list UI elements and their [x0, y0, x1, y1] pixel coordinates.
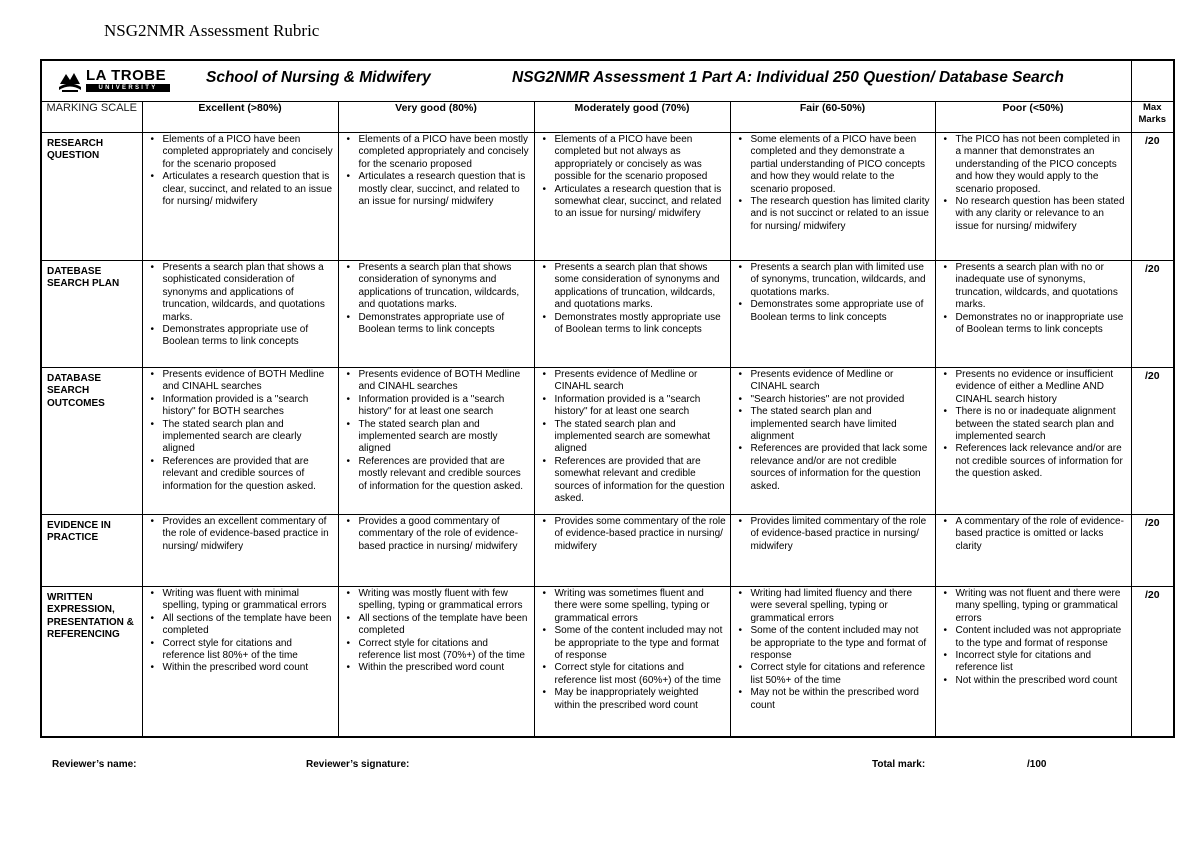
- descriptor-list: [149, 262, 335, 349]
- descriptor-item: • Presents evidence of BOTH Medline and CINAHL searches: [149, 369, 335, 394]
- descriptor-list: [345, 369, 531, 493]
- descriptor-cell: [338, 261, 534, 368]
- descriptor-item: • Correct style for citations and reference list most (70%+) of the time: [345, 638, 531, 663]
- max-marks-label: Max Marks: [1138, 102, 1166, 125]
- descriptor-item: • There is no or inadequate alignment between the stated search plan and implemented search: [942, 406, 1128, 443]
- descriptor-list: [737, 588, 932, 712]
- descriptor-cell: [338, 368, 534, 515]
- descriptor-cell: [935, 515, 1131, 587]
- criterion-label: DATEBASE SEARCH PLAN: [41, 261, 142, 368]
- descriptor-item: • Demonstrates appropriate use of Boolean terms to link concepts: [345, 312, 531, 337]
- descriptor-list: [541, 134, 727, 221]
- level-poor: [935, 102, 1131, 133]
- descriptor-item: • Presents a search plan that shows some consideration of synonyms and applications of truncation, wildcards, and quotations marks.: [541, 262, 727, 312]
- descriptor-cell: [730, 587, 935, 737]
- descriptor-item: • The stated search plan and implemented search are somewhat aligned: [541, 419, 727, 456]
- descriptor-item: • May be inappropriately weighted within the prescribed word count: [541, 687, 727, 712]
- total-mark-label: Total mark:: [872, 759, 926, 770]
- max-mark-value: /20: [1131, 261, 1174, 368]
- level-excellent: [142, 102, 338, 133]
- level-label: Fair (60-50%): [799, 102, 866, 114]
- criterion-label: WRITTEN EXPRESSION, PRESENTATION & REFERENCING: [41, 587, 142, 737]
- max-marks-header: [1131, 102, 1174, 133]
- descriptor-item: • References are provided that are relevant and credible sources of information for the question asked.: [149, 456, 335, 493]
- level-label: Poor (<50%): [1002, 102, 1064, 114]
- document-title: NSG2NMR Assessment Rubric: [104, 21, 320, 40]
- descriptor-cell: [534, 515, 730, 587]
- descriptor-item: • Presents evidence of Medline or CINAHL search: [737, 369, 932, 394]
- descriptor-item: • Elements of a PICO have been mostly completed appropriately and concisely for the scenario proposed: [345, 134, 531, 171]
- descriptor-item: • Provides a good commentary of commentary of the role of evidence-based practice in nursing/ midwifery: [345, 516, 531, 553]
- descriptor-item: • Writing was sometimes fluent and there were some spelling, typing or grammatical errors: [541, 588, 727, 625]
- descriptor-cell: [935, 133, 1131, 261]
- descriptor-list: [149, 134, 335, 208]
- criterion-row-search-outcomes: [41, 368, 1174, 515]
- criterion-row-research-question: [41, 133, 1174, 261]
- descriptor-item: • Some of the content included may not be appropriate to the type and format of response: [737, 625, 932, 662]
- descriptor-list: [942, 588, 1128, 687]
- descriptor-list: [737, 369, 932, 493]
- descriptor-item: • Writing was mostly fluent with few spelling, typing or grammatical errors: [345, 588, 531, 613]
- marking-scale-label-cell: [41, 102, 142, 133]
- descriptor-item: • Correct style for citations and reference list 50%+ of the time: [737, 662, 932, 687]
- level-label: Excellent (>80%): [198, 102, 282, 114]
- descriptor-item: • Provides limited commentary of the role of evidence-based practice in nursing/ midwifery: [737, 516, 932, 553]
- descriptor-item: • Demonstrates mostly appropriate use of Boolean terms to link concepts: [541, 312, 727, 337]
- max-mark-value: /20: [1131, 515, 1174, 587]
- descriptor-item: • Presents a search plan that shows consideration of synonyms and applications of truncation, wildcards, and quotations marks.: [345, 262, 531, 312]
- descriptor-item: • Some elements of a PICO have been completed and they demonstrate a partial understanding of PICO concepts and how they would relate to the scenario proposed.: [737, 134, 932, 196]
- descriptor-item: • Correct style for citations and reference list 80%+ of the time: [149, 638, 335, 663]
- descriptor-cell: [338, 133, 534, 261]
- descriptor-list: [942, 262, 1128, 336]
- descriptor-item: • References lack relevance and/or are not credible sources of information for the question asked.: [942, 443, 1128, 480]
- rubric-table: [40, 59, 1175, 738]
- descriptor-item: • Presents no evidence or insufficient evidence of either a Medline AND CINAHL search history: [942, 369, 1128, 406]
- descriptor-cell: [534, 261, 730, 368]
- descriptor-item: • The stated search plan and implemented search are clearly aligned: [149, 419, 335, 456]
- descriptor-item: • The research question has limited clarity and is not succinct or related to an issue for nursing/ midwifery: [737, 196, 932, 233]
- descriptor-cell: [730, 133, 935, 261]
- descriptor-item: • References are provided that are somewhat relevant and credible sources of information for the question asked.: [541, 456, 727, 506]
- descriptor-cell: [142, 133, 338, 261]
- criterion-row-written-expression: [41, 587, 1174, 737]
- descriptor-item: • Not within the prescribed word count: [942, 675, 1128, 687]
- level-label: Moderately good (70%): [574, 102, 690, 114]
- descriptor-item: • Some of the content included may not be appropriate to the type and format of response: [541, 625, 727, 662]
- descriptor-list: [541, 588, 727, 712]
- descriptor-item: • Writing was fluent with minimal spelling, typing or grammatical errors: [149, 588, 335, 613]
- descriptor-item: • May not be within the prescribed word count: [737, 687, 932, 712]
- level-very-good: [338, 102, 534, 133]
- descriptor-item: • Presents evidence of BOTH Medline and CINAHL searches: [345, 369, 531, 394]
- title-bar: [41, 60, 1131, 102]
- descriptor-cell: [935, 587, 1131, 737]
- descriptor-list: [942, 369, 1128, 481]
- descriptor-item: • Provides an excellent commentary of the role of evidence-based practice in nursing/ midwifery: [149, 516, 335, 553]
- descriptor-list: [345, 262, 531, 336]
- la-trobe-crest-icon: [58, 70, 82, 92]
- marking-scale-row: [41, 102, 1174, 133]
- title-blank-cell: [1131, 60, 1174, 102]
- descriptor-item: • All sections of the template have been completed: [345, 613, 531, 638]
- descriptor-cell: [730, 261, 935, 368]
- descriptor-item: • Demonstrates appropriate use of Boolean terms to link concepts: [149, 324, 335, 349]
- descriptor-item: • The stated search plan and implemented search have limited alignment: [737, 406, 932, 443]
- descriptor-item: • A commentary of the role of evidence-based practice is omitted or lacks clarity: [942, 516, 1128, 553]
- descriptor-list: [737, 516, 932, 553]
- descriptor-list: [345, 516, 531, 553]
- reviewer-name-label: Reviewer’s name:: [52, 759, 137, 770]
- descriptor-list: [737, 262, 932, 324]
- descriptor-list: [942, 516, 1128, 553]
- descriptor-list: [149, 369, 335, 493]
- max-mark-value: /20: [1131, 587, 1174, 737]
- descriptor-item: • Demonstrates some appropriate use of Boolean terms to link concepts: [737, 299, 932, 324]
- descriptor-item: • All sections of the template have been completed: [149, 613, 335, 638]
- school-name: School of Nursing & Midwifery: [206, 69, 431, 86]
- descriptor-item: • References are provided that lack some relevance and/or are not credible sources of information for the question asked.: [737, 443, 932, 493]
- title-row: [41, 60, 1174, 102]
- level-label: Very good (80%): [395, 102, 477, 114]
- descriptor-item: • Demonstrates no or inappropriate use of Boolean terms to link concepts: [942, 312, 1128, 337]
- descriptor-item: • Content included was not appropriate to the type and format of response: [942, 625, 1128, 650]
- descriptor-list: [541, 369, 727, 505]
- descriptor-list: [149, 588, 335, 675]
- marking-scale-label: MARKING SCALE: [46, 102, 137, 114]
- descriptor-item: • Elements of a PICO have been completed appropriately and concisely for the scenario proposed: [149, 134, 335, 171]
- level-fair: [730, 102, 935, 133]
- descriptor-cell: [142, 368, 338, 515]
- descriptor-list: [541, 262, 727, 336]
- descriptor-cell: [534, 587, 730, 737]
- descriptor-item: • Information provided is a "search history" for at least one search: [345, 394, 531, 419]
- descriptor-item: • Information provided is a "search history" for at least one search: [541, 394, 727, 419]
- descriptor-list: [737, 134, 932, 233]
- descriptor-cell: [142, 261, 338, 368]
- descriptor-cell: [142, 587, 338, 737]
- descriptor-item: • Within the prescribed word count: [149, 662, 335, 674]
- descriptor-cell: [534, 133, 730, 261]
- descriptor-list: [149, 516, 335, 553]
- descriptor-cell: [338, 587, 534, 737]
- descriptor-list: [541, 516, 727, 553]
- descriptor-item: • Correct style for citations and reference list most (60%+) of the time: [541, 662, 727, 687]
- descriptor-list: [942, 134, 1128, 233]
- descriptor-item: • Presents evidence of Medline or CINAHL search: [541, 369, 727, 394]
- descriptor-cell: [730, 515, 935, 587]
- descriptor-item: • Elements of a PICO have been completed but not always as appropriately or concisely as was possible for the scenario proposed: [541, 134, 727, 184]
- descriptor-item: • The PICO has not been completed in a manner that demonstrates an understanding of the PICO concepts and how they would apply to the scenario proposed.: [942, 134, 1128, 196]
- descriptor-cell: [730, 368, 935, 515]
- max-mark-value: /20: [1131, 368, 1174, 515]
- descriptor-item: • References are provided that are mostly relevant and credible sources of information for the question asked.: [345, 456, 531, 493]
- descriptor-item: • Articulates a research question that is mostly clear, succinct, and related to an issue for nursing/ midwifery: [345, 171, 531, 208]
- criterion-row-evidence-in-practice: [41, 515, 1174, 587]
- descriptor-cell: [142, 515, 338, 587]
- descriptor-cell: [338, 515, 534, 587]
- la-trobe-logo: [58, 67, 170, 92]
- logo-wordmark: LA TROBE: [86, 67, 167, 84]
- descriptor-item: • Presents a search plan that shows a sophisticated consideration of synonyms and applications of truncation, wildcards, and quotations marks.: [149, 262, 335, 324]
- descriptor-item: • Writing was not fluent and there were many spelling, typing or grammatical errors: [942, 588, 1128, 625]
- descriptor-item: • Writing had limited fluency and there were several spelling, typing or grammatical errors: [737, 588, 932, 625]
- criterion-label: EVIDENCE IN PRACTICE: [41, 515, 142, 587]
- descriptor-item: • Articulates a research question that is clear, succinct, and related to an issue for nursing/ midwifery: [149, 171, 335, 208]
- descriptor-list: [345, 134, 531, 208]
- descriptor-item: • The stated search plan and implemented search are mostly aligned: [345, 419, 531, 456]
- descriptor-item: • "Search histories" are not provided: [737, 394, 932, 406]
- logo-university-band: UNIVERSITY: [86, 84, 170, 92]
- criterion-label: RESEARCH QUESTION: [41, 133, 142, 261]
- descriptor-item: • Presents a search plan with limited use of synonyms, truncation, wildcards, and quotations marks.: [737, 262, 932, 299]
- descriptor-cell: [534, 368, 730, 515]
- descriptor-item: • Information provided is a "search history" for BOTH searches: [149, 394, 335, 419]
- descriptor-item: • Presents a search plan with no or inadequate use of synonyms, truncation, wildcards, and quotations marks.: [942, 262, 1128, 312]
- descriptor-list: [345, 588, 531, 675]
- descriptor-item: • Provides some commentary of the role of evidence-based practice in nursing/ midwifery: [541, 516, 727, 553]
- descriptor-cell: [935, 261, 1131, 368]
- descriptor-cell: [935, 368, 1131, 515]
- max-mark-value: /20: [1131, 133, 1174, 261]
- criterion-label: DATABASE SEARCH OUTCOMES: [41, 368, 142, 515]
- descriptor-item: • Incorrect style for citations and reference list: [942, 650, 1128, 675]
- assessment-title: NSG2NMR Assessment 1 Part A: Individual 250 Question/ Database Search: [512, 69, 1064, 86]
- descriptor-item: • No research question has been stated with any clarity or relevance to an issue for nursing/ midwifery: [942, 196, 1128, 233]
- descriptor-item: • Articulates a research question that is somewhat clear, succinct, and related to an issue for nursing/ midwifery: [541, 184, 727, 221]
- descriptor-item: • Within the prescribed word count: [345, 662, 531, 674]
- level-moderately-good: [534, 102, 730, 133]
- total-mark-value: /100: [1027, 759, 1047, 770]
- reviewer-signature-label: Reviewer’s signature:: [306, 759, 410, 770]
- criterion-row-search-plan: [41, 261, 1174, 368]
